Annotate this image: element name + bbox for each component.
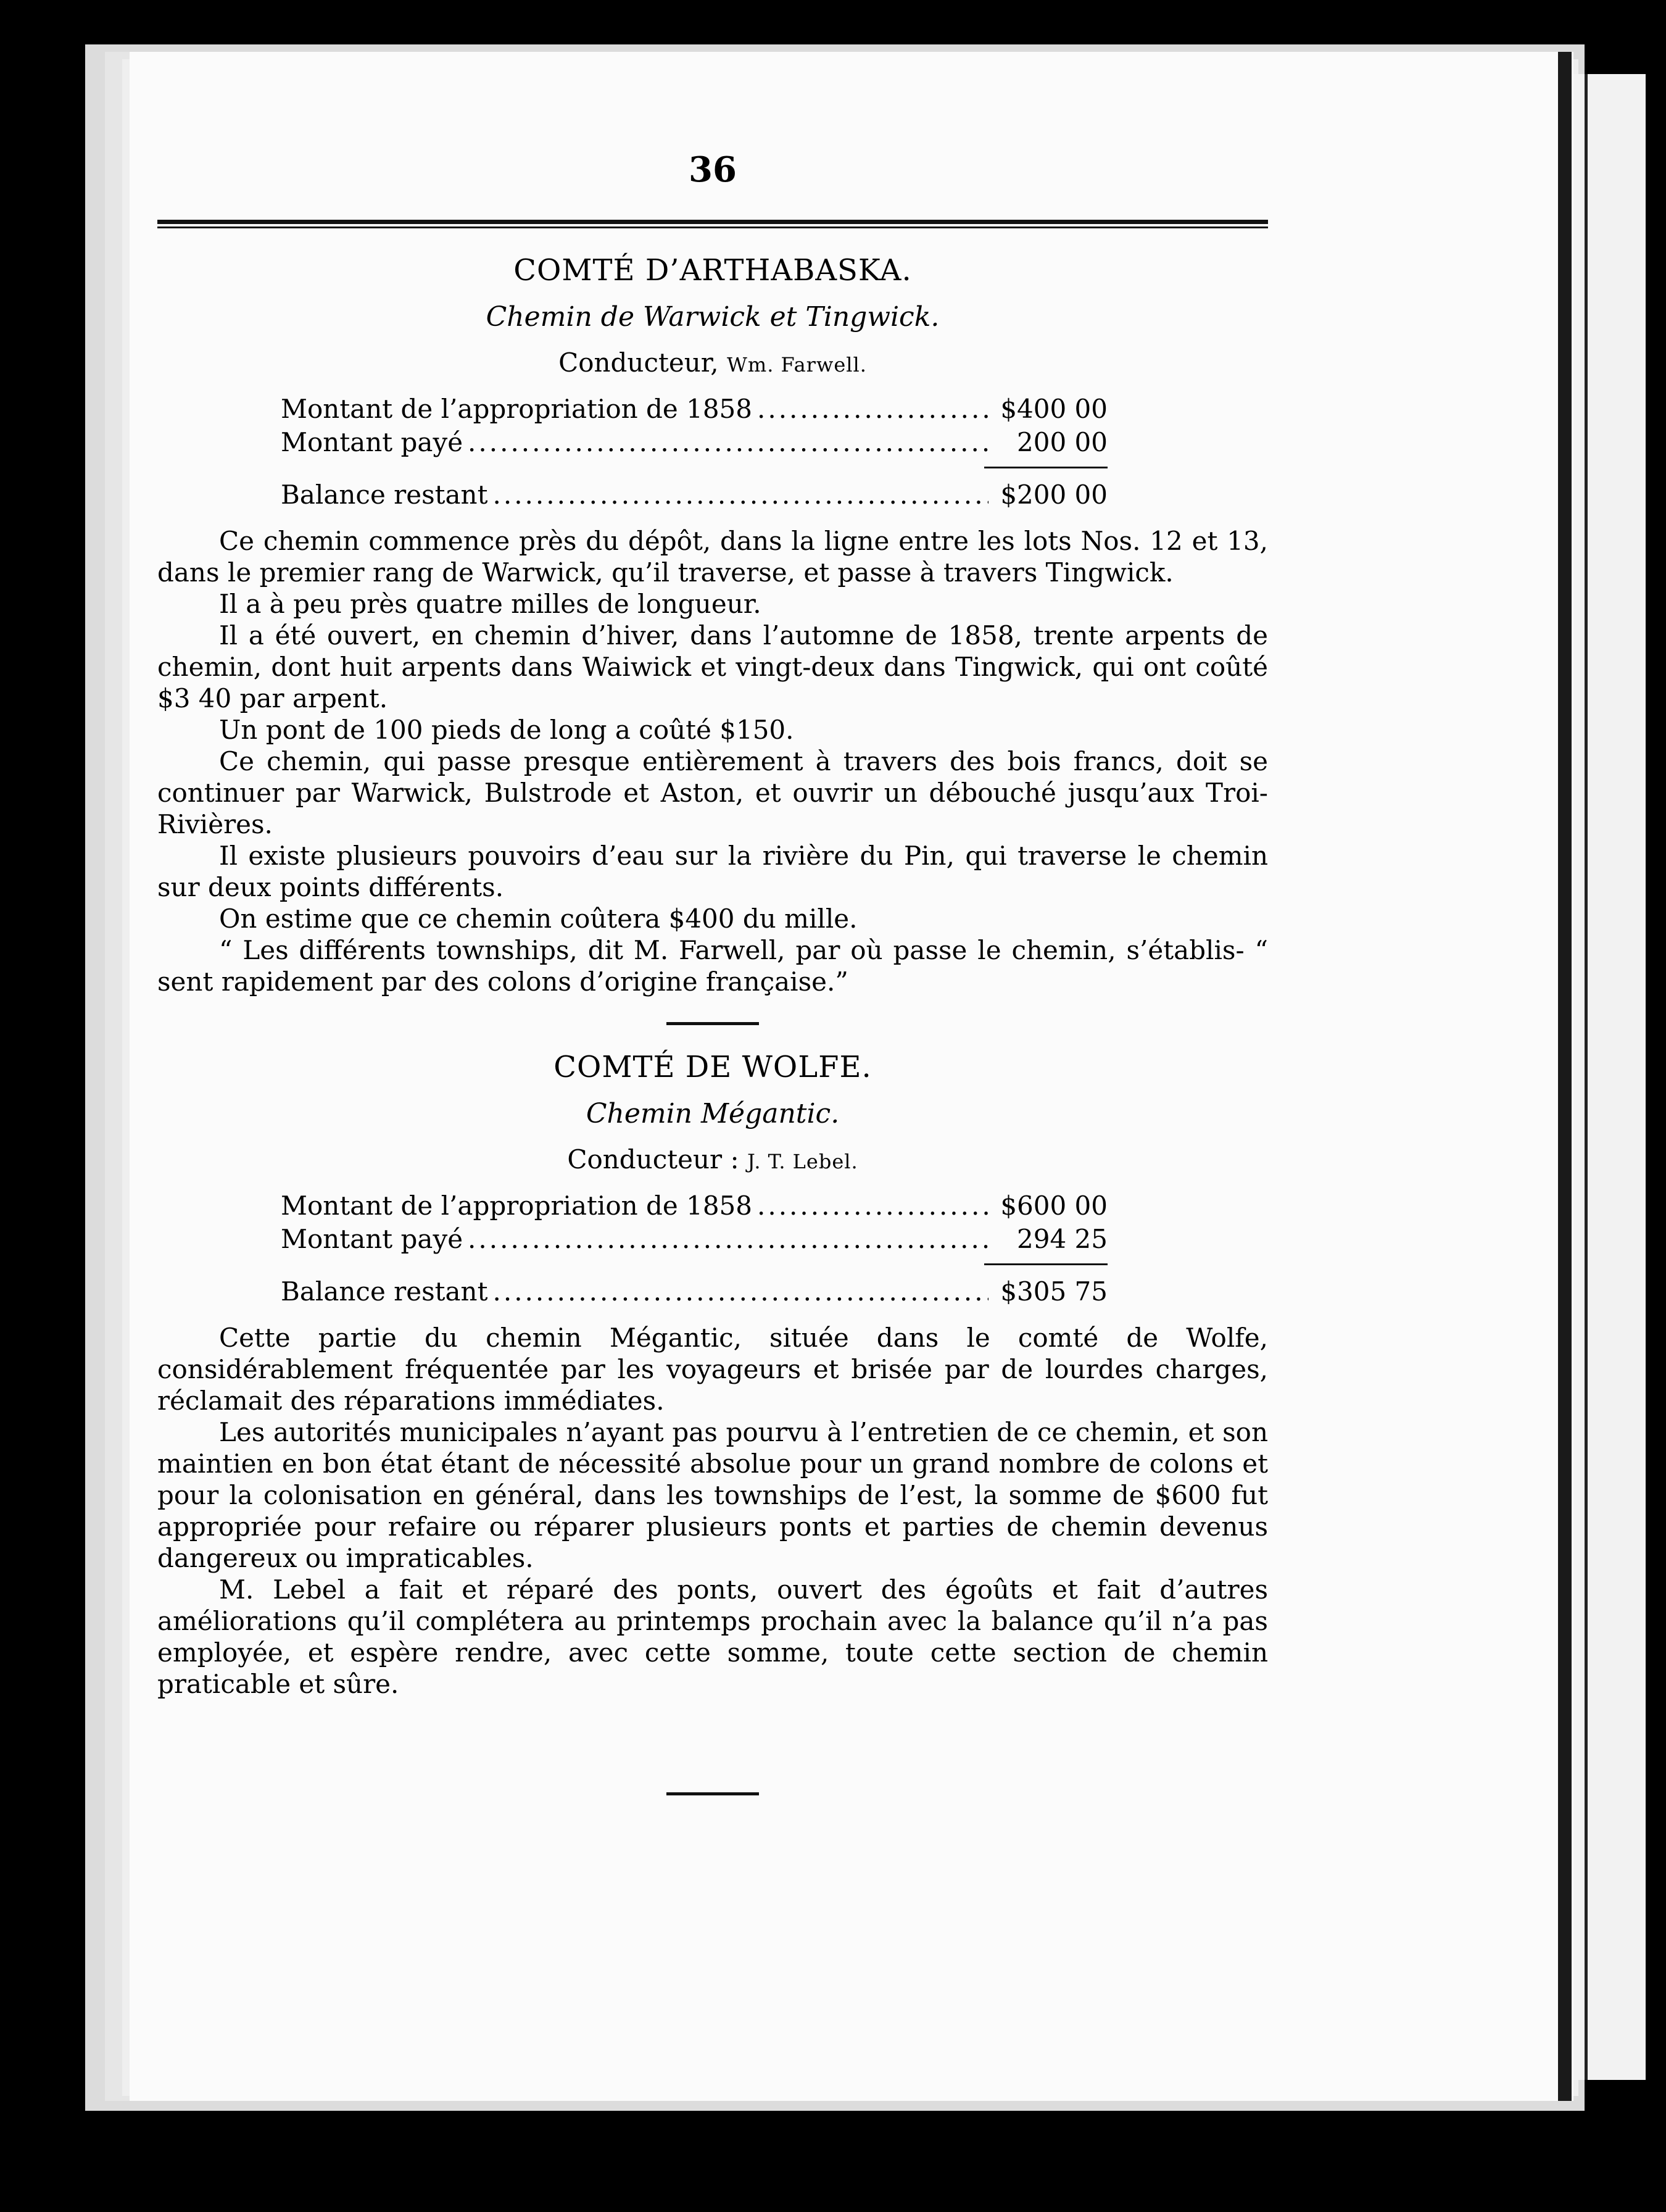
account-amount: $600 00 <box>1000 1191 1108 1221</box>
page-fold-shadow <box>1558 52 1572 2101</box>
account-label: Montant payé <box>281 427 463 457</box>
conducteur-line <box>157 1144 1268 1175</box>
paragraph: Il a été ouvert, en chemin d’hiver, dans l’automne de 1858, trente arpents de chemin, dont huit arpents dans Waiwick et vingt-deux dans Tingwick, qui ont coûté $3 40 par arpent. <box>157 620 1268 713</box>
account-row <box>281 394 1108 427</box>
conducteur-prefix: Conducteur, <box>558 347 719 378</box>
next-page-edge <box>1572 74 1646 2080</box>
account-amount: $305 75 <box>1000 1276 1108 1307</box>
conducteur-name: Wm. Farwell. <box>726 353 867 376</box>
paragraph: Il existe plusieurs pouvoirs d’eau sur la rivière du Pin, qui traverse le chemin sur deux points différents. <box>157 841 1268 902</box>
paragraph: On estime que ce chemin coûtera $400 du mille. <box>219 904 858 934</box>
page-content <box>157 142 1268 1795</box>
account-amount: $400 00 <box>1000 394 1108 424</box>
paragraph: Cette partie du chemin Mégantic, située dans le comté de Wolfe, considérablement fréquentée par les voyageurs et brisée par de lourdes charges, réclamait des réparations immédiates. <box>157 1323 1268 1416</box>
sum-rule <box>984 467 1108 468</box>
account-amount: 200 00 <box>1017 427 1108 457</box>
account-label: Balance restant <box>281 1276 488 1307</box>
account-label: Montant de l’appropriation de 1858 <box>281 394 752 424</box>
conducteur-line <box>157 347 1268 378</box>
account-row <box>281 427 1108 460</box>
account-row <box>281 1191 1108 1224</box>
leader-dots <box>493 480 989 510</box>
accounts-table <box>281 1191 1108 1310</box>
sum-rule <box>984 1263 1108 1265</box>
paragraph: Un pont de 100 pieds de long a coûté $150. <box>219 715 794 745</box>
section-title: COMTÉ DE WOLFE. <box>553 1050 872 1084</box>
road-name: Chemin de Warwick et Tingwick. <box>486 301 940 333</box>
leader-dots <box>468 427 988 457</box>
leader-dots <box>757 1191 988 1221</box>
section-title: COMTÉ D’ARTHABASKA. <box>513 253 912 288</box>
leader-dots <box>493 1276 989 1307</box>
section-divider <box>666 1022 759 1025</box>
conducteur-name: J. T. Lebel. <box>747 1150 858 1173</box>
paragraph: Ce chemin, qui passe presque entièrement à travers des bois francs, doit se continuer par Warwick, Bulstrode et Aston, et ouvrir un débouché jusqu’aux Troi-Rivières. <box>157 746 1268 839</box>
header-rule <box>157 220 1268 228</box>
paragraph: “ Les différents townships, dit M. Farwell, par où passe le chemin, s’établis- “ sent rapidement par des colons d’origine française.” <box>157 935 1268 997</box>
account-label: Balance restant <box>281 480 488 510</box>
paragraph: Il a à peu près quatre milles de longueur. <box>219 589 761 619</box>
footer-divider <box>666 1792 759 1795</box>
paragraph: Les autorités municipales n’ayant pas pourvu à l’entretien de ce chemin, et son maintien en bon état étant de nécessité absolue pour un grand nombre de colons et pour la colonisation en général, dans les townships de l’est, la somme de $600 fut appropriée pour refaire ou réparer plusieurs ponts et parties de chemin devenus dangereux ou impraticables. <box>157 1417 1268 1573</box>
section-wolfe <box>157 1050 1268 1700</box>
account-label: Montant payé <box>281 1224 463 1254</box>
paragraph: Ce chemin commence près du dépôt, dans la ligne entre les lots Nos. 12 et 13, dans le premier rang de Warwick, qu’il traverse, et passe à travers Tingwick. <box>157 526 1268 588</box>
accounts-table <box>281 394 1108 513</box>
conducteur-prefix: Conducteur : <box>567 1144 739 1175</box>
account-amount: 294 25 <box>1017 1224 1108 1254</box>
leader-dots <box>468 1224 988 1254</box>
binding-line <box>1585 74 1588 2080</box>
page-number: 36 <box>689 149 737 190</box>
account-row-total <box>281 480 1108 513</box>
account-label: Montant de l’appropriation de 1858 <box>281 1191 752 1221</box>
account-row <box>281 1224 1108 1257</box>
account-amount: $200 00 <box>1000 480 1108 510</box>
road-name: Chemin Mégantic. <box>586 1098 840 1129</box>
section-arthabaska <box>157 253 1268 997</box>
leader-dots <box>757 394 988 424</box>
account-row-total <box>281 1276 1108 1310</box>
paragraph: M. Lebel a fait et réparé des ponts, ouvert des égoûts et fait d’autres améliorations qu’il complétera au printemps prochain avec la balance qu’il n’a pas employée, et espère rendre, avec cette somme, toute cette section de chemin praticable et sûre. <box>157 1574 1268 1699</box>
